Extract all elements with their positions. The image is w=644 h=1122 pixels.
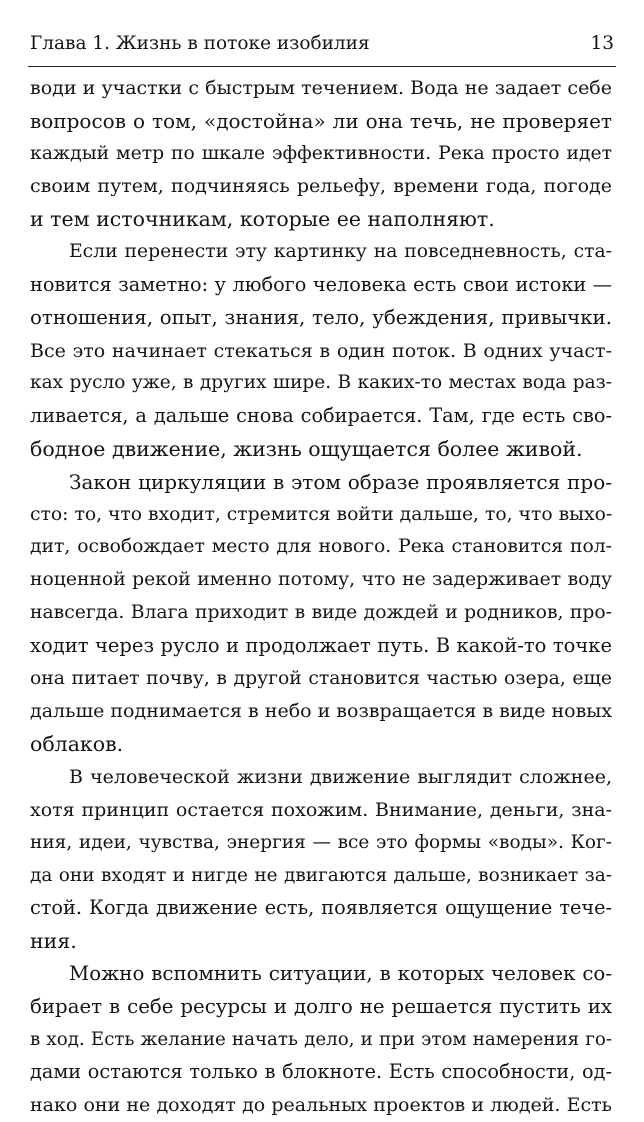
- text-line: нако они не доходят до реальных проектов и людей. Есть: [30, 1094, 612, 1117]
- text-line: дальше поднимается в небо и возвращается в виде новых: [30, 700, 612, 723]
- text-line: дами остаются только в блокноте. Есть способности, од-: [30, 1060, 612, 1084]
- text-line: отношения, опыт, знания, тело, убеждения, привычки.: [30, 305, 612, 329]
- text-line: навсегда. Влага приходит в виде дождей и родников, про-: [30, 602, 612, 623]
- text-line: новится заметно: у любого человека есть свои истоки —: [30, 272, 612, 296]
- text-line: ния.: [30, 929, 77, 954]
- text-line: она питает почву, в другой становится частью озера, еще: [30, 667, 612, 689]
- text-line: ходит через русло и продолжает путь. В какой-то точке: [30, 633, 612, 657]
- header-divider: [28, 66, 616, 67]
- text-line: Если перенести эту картинку на повседневность, ста-: [69, 241, 612, 263]
- text-line: облаков.: [30, 732, 124, 757]
- text-line: Можно вспомнить ситуации, в которых человек со-: [69, 961, 612, 985]
- text-line: ния, идеи, чувства, энергия — все это формы «воды». Ког-: [30, 831, 612, 853]
- chapter-title: Глава 1. Жизнь в потоке изобилия: [30, 33, 370, 54]
- text-line: ках русло уже, в других шире. В каких-то местах вода раз-: [30, 372, 612, 394]
- text-line: хотя принцип остается похожим. Внимание, деньги, зна-: [30, 798, 612, 821]
- text-line: ноценной рекой именно потому, что не задерживает воду: [30, 569, 612, 591]
- text-line: своим путем, подчиняясь рельефу, времени года, погоде: [30, 175, 612, 198]
- text-line: В человеческой жизни движение выглядит сложнее,: [69, 766, 612, 789]
- text-line: каждый метр по шкале эффективности. Река просто идет: [30, 142, 612, 164]
- text-line: води и участки с быстрым течением. Вода не задает себе: [30, 77, 612, 99]
- text-line: ливается, а дальше снова собирается. Там, где есть сво-: [30, 404, 612, 428]
- text-line: Закон циркуляции в этом образе проявляется про-: [69, 469, 612, 494]
- text-line: сто: то, что входит, стремится войти дальше, то, что выхо-: [30, 503, 612, 525]
- text-line: и тем источникам, которые ее наполняют.: [30, 207, 495, 232]
- body-text: [30, 72, 612, 1122]
- text-line: бодное движение, жизнь ощущается более живой.: [30, 436, 583, 461]
- text-line: стой. Когда движение есть, появляется ощущение тече-: [30, 896, 612, 920]
- page-number: 13: [590, 33, 614, 54]
- text-line: вопросов о том, «достойна» ли она течь, не проверяет: [30, 108, 612, 133]
- text-line: дит, освобождает место для нового. Река становится пол-: [30, 536, 612, 558]
- text-line: в ход. Есть желание начать дело, и при этом намерения го-: [30, 1028, 612, 1050]
- running-head: [30, 30, 614, 58]
- text-line: бирает в себе ресурсы и долго не решается пустить их: [30, 994, 612, 1018]
- text-line: да они входят и нигде не двигаются дальше, возникает за-: [30, 864, 612, 886]
- text-line: Все это начинает стекаться в один поток. В одних участ-: [30, 339, 612, 362]
